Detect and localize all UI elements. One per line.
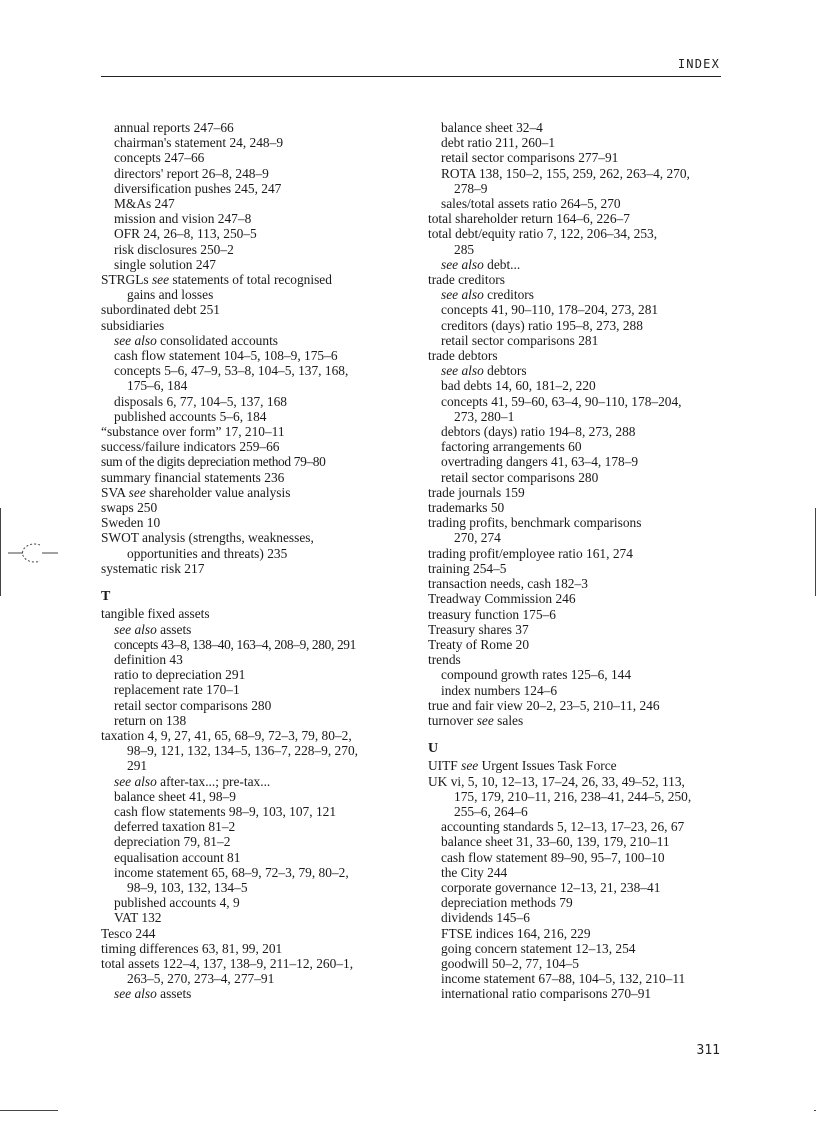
- index-entry: [428, 546, 724, 561]
- entry-text: diversification pushes 245, 247: [114, 180, 282, 196]
- entry-text: swaps 250: [101, 500, 158, 516]
- index-entry: [101, 956, 397, 971]
- crop-mark: [0, 508, 1, 596]
- index-subentry: [101, 409, 397, 424]
- index-entry: [428, 698, 724, 713]
- entry-text: corporate governance 12–13, 21, 238–41: [441, 879, 661, 895]
- entry-text: “substance over form” 17, 210–11: [101, 424, 285, 440]
- entry-text: single solution 247: [114, 256, 216, 272]
- index-subentry: [101, 622, 397, 637]
- entry-text: equalisation account 81: [114, 849, 241, 865]
- cross-reference-label: see: [461, 758, 479, 774]
- entry-text: published accounts 4, 9: [114, 895, 240, 911]
- entry-text: published accounts 5–6, 184: [114, 408, 267, 424]
- index-subentry: [428, 895, 724, 910]
- crop-mark: [0, 1110, 58, 1111]
- entry-text: dividends 145–6: [441, 910, 530, 926]
- index-entry: [101, 561, 397, 576]
- index-subentry: [101, 211, 397, 226]
- index-subentry: [428, 424, 724, 439]
- index-continuation: [101, 880, 397, 895]
- entry-text: directors' report 26–8, 248–9: [114, 165, 269, 181]
- entry-text: disposals 6, 77, 104–5, 137, 168: [114, 393, 287, 409]
- entry-text: FTSE indices 164, 216, 229: [441, 925, 591, 941]
- entry-text: taxation 4, 9, 27, 41, 65, 68–9, 72–3, 79, 80–2,: [101, 727, 352, 743]
- entry-text: trading profit/employee ratio 161, 274: [428, 545, 633, 561]
- entry-text: risk disclosures 250–2: [114, 241, 234, 257]
- entry-text: UITF: [428, 758, 462, 774]
- page-number: 311: [696, 1043, 720, 1058]
- index-entry: [101, 302, 397, 317]
- index-subentry: [428, 257, 724, 272]
- index-entry: [428, 774, 724, 789]
- entry-text: mission and vision 247–8: [114, 211, 252, 227]
- entry-text: total debt/equity ratio 7, 122, 206–34, 253,: [428, 226, 658, 242]
- index-entry: [101, 530, 397, 545]
- entry-text: international ratio comparisons 270–91: [441, 986, 652, 1002]
- entry-text: ROTA 138, 150–2, 155, 259, 262, 263–4, 270,: [441, 165, 690, 181]
- entry-text: M&As 247: [114, 196, 175, 212]
- entry-text: trade debtors: [428, 348, 498, 364]
- entry-text: Sweden 10: [101, 515, 161, 531]
- entry-text: training 254–5: [428, 560, 507, 576]
- index-subentry: [101, 637, 397, 652]
- entry-text: cash flow statement 89–90, 95–7, 100–10: [441, 849, 665, 865]
- index-subentry: [101, 682, 397, 697]
- index-entry: [101, 941, 397, 956]
- index-continuation: [428, 242, 724, 257]
- entry-text: tangible fixed assets: [101, 606, 210, 622]
- entry-text: cash flow statement 104–5, 108–9, 175–6: [114, 348, 338, 364]
- index-subentry: [428, 302, 724, 317]
- entry-text: 255–6, 264–6: [454, 803, 528, 819]
- cross-reference-label: see: [128, 484, 146, 500]
- index-subentry: [101, 196, 397, 211]
- entry-text: sales/total assets ratio 264–5, 270: [441, 196, 621, 212]
- entry-text: Treaty of Rome 20: [428, 636, 530, 652]
- index-continuation: [101, 378, 397, 393]
- entry-text: Treadway Commission 246: [428, 591, 576, 607]
- index-subentry: [101, 850, 397, 865]
- index-entry: [428, 591, 724, 606]
- entry-text: depreciation 79, 81–2: [114, 834, 231, 850]
- index-subentry: [428, 971, 724, 986]
- index-subentry: [428, 439, 724, 454]
- cross-reference-label: see also: [114, 332, 157, 348]
- index-continuation: [101, 546, 397, 561]
- index-subentry: [101, 181, 397, 196]
- index-continuation: [428, 409, 724, 424]
- entry-text: gains and losses: [127, 287, 214, 303]
- index-column-left: [101, 120, 397, 1002]
- entry-text: factoring arrangements 60: [441, 439, 582, 455]
- cross-reference-label: see also: [441, 256, 484, 272]
- entry-text: cash flow statements 98–9, 103, 107, 121: [114, 803, 337, 819]
- entry-text: 175–6, 184: [127, 378, 188, 394]
- entry-text: 175, 179, 210–11, 216, 238–41, 244–5, 250,: [454, 788, 692, 804]
- entry-text: 278–9: [454, 180, 488, 196]
- index-entry: [428, 758, 724, 773]
- index-subentry: [428, 318, 724, 333]
- index-subentry: [101, 333, 397, 348]
- entry-text: success/failure indicators 259–66: [101, 439, 280, 455]
- entry-text: VAT 132: [114, 910, 162, 926]
- index-subentry: [428, 363, 724, 378]
- index-subentry: [101, 363, 397, 378]
- index-subentry: [101, 910, 397, 925]
- entry-text: chairman's statement 24, 248–9: [114, 135, 284, 151]
- index-subentry: [101, 713, 397, 728]
- index-subentry: [101, 895, 397, 910]
- entry-text: concepts 43–8, 138–40, 163–4, 208–9, 280, 291: [114, 636, 357, 652]
- entry-text: SVA: [101, 484, 129, 500]
- index-continuation: [101, 971, 397, 986]
- entry-text: OFR 24, 26–8, 113, 250–5: [114, 226, 257, 242]
- entry-text: 273, 280–1: [454, 408, 515, 424]
- index-subentry: [428, 834, 724, 849]
- index-continuation: [101, 287, 397, 302]
- index-entry: [101, 439, 397, 454]
- entry-text: income statement 67–88, 104–5, 132, 210–11: [441, 971, 686, 987]
- entry-text: summary financial statements 236: [101, 469, 285, 485]
- entry-text: concepts 41, 90–110, 178–204, 273, 281: [441, 302, 659, 318]
- index-subentry: [428, 394, 724, 409]
- entry-text: turnover: [428, 712, 477, 728]
- entry-text: 270, 274: [454, 530, 501, 546]
- cross-reference-target: assets: [156, 621, 192, 637]
- index-subentry: [428, 135, 724, 150]
- entry-text: subordinated debt 251: [101, 302, 221, 318]
- index-entry: [428, 515, 724, 530]
- cross-reference-target: Urgent Issues Task Force: [478, 758, 617, 774]
- index-subentry: [428, 956, 724, 971]
- index-subentry: [428, 667, 724, 682]
- entry-text: trademarks 50: [428, 500, 505, 516]
- entry-text: definition 43: [114, 651, 183, 667]
- index-subentry: [101, 774, 397, 789]
- index-continuation: [428, 789, 724, 804]
- entry-text: 291: [127, 758, 148, 774]
- index-entry: [428, 226, 724, 241]
- entry-text: concepts 41, 59–60, 63–4, 90–110, 178–204,: [441, 393, 682, 409]
- index-entry: [101, 728, 397, 743]
- entry-text: true and fair view 20–2, 23–5, 210–11, 246: [428, 697, 660, 713]
- index-continuation: [428, 530, 724, 545]
- cross-reference-target: sales: [493, 712, 524, 728]
- entry-text: debtors (days) ratio 194–8, 273, 288: [441, 424, 636, 440]
- entry-text: bad debts 14, 60, 181–2, 220: [441, 378, 596, 394]
- index-subentry: [101, 348, 397, 363]
- entry-text: UK vi, 5, 10, 12–13, 17–24, 26, 33, 49–52, 113,: [428, 773, 685, 789]
- cross-reference-label: see also: [441, 363, 484, 379]
- index-subentry: [428, 454, 724, 469]
- entry-text: Treasury shares 37: [428, 621, 529, 637]
- section-letter: U: [428, 741, 439, 757]
- cross-reference-label: see also: [114, 986, 157, 1002]
- index-entry: [101, 470, 397, 485]
- entry-text: retail sector comparisons 281: [441, 332, 599, 348]
- index-subentry: [428, 986, 724, 1001]
- index-subentry: [428, 819, 724, 834]
- index-subentry: [101, 986, 397, 1001]
- entry-text: 98–9, 103, 132, 134–5: [127, 879, 248, 895]
- entry-text: transaction needs, cash 182–3: [428, 576, 588, 592]
- index-subentry: [428, 880, 724, 895]
- index-entry: [101, 318, 397, 333]
- entry-text: timing differences 63, 81, 99, 201: [101, 940, 283, 956]
- cross-reference-target: debtors: [483, 363, 527, 379]
- index-subentry: [101, 652, 397, 667]
- entry-text: total assets 122–4, 137, 138–9, 211–12, 260–1,: [101, 955, 354, 971]
- entry-text: systematic risk 217: [101, 560, 205, 576]
- index-subentry: [101, 242, 397, 257]
- index-entry: [428, 500, 724, 515]
- index-subentry: [101, 834, 397, 849]
- index-subentry: [101, 667, 397, 682]
- entry-text: the City 244: [441, 864, 508, 880]
- index-subentry: [428, 166, 724, 181]
- index-subentry: [428, 910, 724, 925]
- entry-text: 98–9, 121, 132, 134–5, 136–7, 228–9, 270,: [127, 743, 358, 759]
- index-entry: [428, 622, 724, 637]
- entry-text: balance sheet 41, 98–9: [114, 788, 236, 804]
- index-subentry: [428, 120, 724, 135]
- entry-text: balance sheet 31, 33–60, 139, 179, 210–11: [441, 834, 670, 850]
- index-subentry: [428, 150, 724, 165]
- entry-text: retail sector comparisons 280: [441, 469, 599, 485]
- entry-text: concepts 5–6, 47–9, 53–8, 104–5, 137, 168,: [114, 363, 349, 379]
- index-subentry: [101, 394, 397, 409]
- entry-text: overtrading dangers 41, 63–4, 178–9: [441, 454, 639, 470]
- cross-reference-label: see: [476, 712, 494, 728]
- index-subentry: [428, 378, 724, 393]
- entry-text: compound growth rates 125–6, 144: [441, 667, 632, 683]
- index-entry: [101, 515, 397, 530]
- index-subentry: [428, 470, 724, 485]
- index-subentry: [101, 257, 397, 272]
- entry-text: concepts 247–66: [114, 150, 205, 166]
- entry-text: annual reports 247–66: [114, 120, 234, 135]
- index-subentry: [101, 226, 397, 241]
- registration-mark: [4, 533, 60, 573]
- cross-reference-label: see also: [441, 287, 484, 303]
- cross-reference-label: see also: [114, 773, 157, 789]
- index-subentry: [428, 287, 724, 302]
- entry-text: balance sheet 32–4: [441, 120, 543, 135]
- index-continuation: [428, 181, 724, 196]
- index-entry: [428, 272, 724, 287]
- entry-text: index numbers 124–6: [441, 682, 558, 698]
- entry-text: trading profits, benchmark comparisons: [428, 515, 642, 531]
- entry-text: sum of the digits depreciation method 79–80: [101, 454, 326, 470]
- entry-text: going concern statement 12–13, 254: [441, 940, 636, 956]
- section-letter: T: [101, 589, 111, 605]
- entry-text: STRGLs: [101, 272, 152, 288]
- entry-text: treasury function 175–6: [428, 606, 556, 622]
- entry-text: 263–5, 270, 273–4, 277–91: [127, 971, 275, 987]
- index-continuation: [428, 804, 724, 819]
- index-entry: [428, 485, 724, 500]
- cross-reference-label: see: [151, 272, 170, 288]
- index-subentry: [428, 865, 724, 880]
- entry-text: debt ratio 211, 260–1: [441, 135, 556, 151]
- cross-reference-label: see also: [114, 621, 157, 637]
- entry-text: goodwill 50–2, 77, 104–5: [441, 955, 579, 971]
- entry-text: 285: [454, 241, 475, 257]
- cross-reference-target: shareholder value analysis: [145, 484, 291, 500]
- entry-text: opportunities and threats) 235: [127, 545, 288, 561]
- index-entry: [428, 576, 724, 591]
- index-subentry: [101, 135, 397, 150]
- index-entry: [101, 424, 397, 439]
- entry-text: ratio to depreciation 291: [114, 667, 246, 683]
- index-subentry: [428, 941, 724, 956]
- index-subentry: [101, 789, 397, 804]
- cross-reference-target: consolidated accounts: [156, 332, 279, 348]
- index-entry: [101, 272, 397, 287]
- index-subentry: [101, 819, 397, 834]
- index-entry: [428, 713, 724, 728]
- cross-reference-target: statements of total recognised: [169, 272, 332, 288]
- entry-text: SWOT analysis (strengths, weaknesses,: [101, 530, 314, 546]
- entry-text: Tesco 244: [101, 925, 156, 941]
- cross-reference-target: debt...: [483, 256, 521, 272]
- entry-text: replacement rate 170–1: [114, 682, 240, 698]
- entry-text: retail sector comparisons 280: [114, 697, 272, 713]
- index-subentry: [428, 196, 724, 211]
- index-subentry: [101, 698, 397, 713]
- index-subentry: [428, 333, 724, 348]
- index-subentry: [101, 150, 397, 165]
- index-column-right: [428, 120, 724, 1002]
- index-entry: [101, 454, 397, 469]
- index-entry: [428, 652, 724, 667]
- index-entry: [428, 637, 724, 652]
- index-entry: [101, 926, 397, 941]
- running-head: INDEX: [677, 57, 720, 71]
- entry-text: total shareholder return 164–6, 226–7: [428, 211, 630, 227]
- index-entry: [428, 561, 724, 576]
- entry-text: retail sector comparisons 277–91: [441, 150, 619, 166]
- entry-text: income statement 65, 68–9, 72–3, 79, 80–2,: [114, 864, 349, 880]
- entry-text: creditors (days) ratio 195–8, 273, 288: [441, 317, 643, 333]
- header-rule: [101, 76, 721, 77]
- index-entry: [101, 606, 397, 621]
- index-entry: [101, 485, 397, 500]
- index-subentry: [101, 120, 397, 135]
- entry-text: trends: [428, 652, 461, 668]
- entry-text: depreciation methods 79: [441, 895, 573, 911]
- index-subentry: [428, 850, 724, 865]
- index-subentry: [101, 166, 397, 181]
- entry-text: deferred taxation 81–2: [114, 819, 236, 835]
- index-continuation: [101, 743, 397, 758]
- cross-reference-target: assets: [156, 986, 192, 1002]
- entry-text: subsidiaries: [101, 317, 165, 333]
- index-entry: [428, 607, 724, 622]
- index-entry: [101, 500, 397, 515]
- index-entry: [428, 348, 724, 363]
- entry-text: return on 138: [114, 712, 187, 728]
- index-subentry: [428, 683, 724, 698]
- cross-reference-target: creditors: [483, 287, 534, 303]
- index-subentry: [428, 926, 724, 941]
- entry-text: accounting standards 5, 12–13, 17–23, 26, 67: [441, 819, 685, 835]
- index-subentry: [101, 804, 397, 819]
- index-subentry: [101, 865, 397, 880]
- cross-reference-target: after-tax...; pre-tax...: [156, 773, 271, 789]
- index-continuation: [101, 758, 397, 773]
- entry-text: trade journals 159: [428, 484, 525, 500]
- entry-text: trade creditors: [428, 272, 505, 288]
- index-entry: [428, 211, 724, 226]
